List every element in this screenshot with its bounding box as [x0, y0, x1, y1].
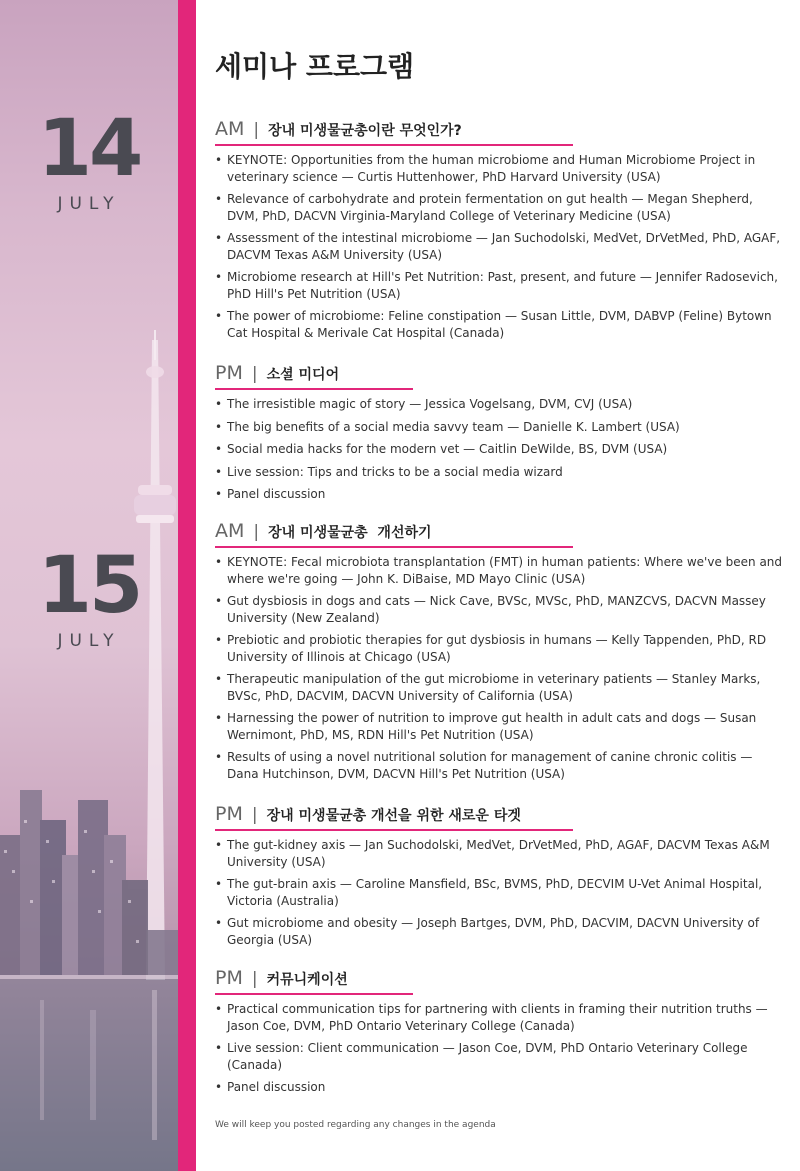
day-15-block: [0, 541, 178, 651]
day-month: JULY: [57, 194, 121, 214]
session-underline: [215, 993, 413, 995]
session-header: [215, 803, 785, 825]
session-title: 소셜 미디어: [266, 367, 340, 383]
list-item: • The power of microbiome: Feline constipation — Susan Little, DVM, DABVP (Feline) Bytown Cat Hospital & Merivale Cat Hospital (Canada): [215, 308, 785, 341]
list-item: • The gut-kidney axis — Jan Suchodolski, MedVet, DrVetMed, PhD, AGAF, DACVM Texas A&M University (USA): [215, 837, 785, 870]
day-number: 15: [37, 541, 141, 631]
session-title: 장내 미생물균총 개선하기: [268, 525, 432, 541]
list-item: • KEYNOTE: Opportunities from the human microbiome and Human Microbiome Project in veterinary science — Curtis Huttenhower, PhD Harvard University (USA): [215, 152, 785, 185]
session-underline: [215, 144, 573, 146]
list-item: • Panel discussion: [215, 486, 785, 503]
list-item: • Microbiome research at Hill's Pet Nutrition: Past, present, and future — Jennifer Radosevich, PhD Hill's Pet Nutrition (USA): [215, 269, 785, 302]
agenda-footnote: We will keep you posted regarding any changes in the agenda: [215, 1120, 496, 1130]
session-time: PM: [215, 362, 243, 384]
list-item: • Practical communication tips for partnering with clients in framing their nutrition truths — Jason Coe, DVM, PhD Ontario Veterinary College (Canada): [215, 1001, 785, 1034]
list-item: • The irresistible magic of story — Jessica Vogelsang, DVM, CVJ (USA): [215, 396, 785, 413]
list-item: • Therapeutic manipulation of the gut microbiome in veterinary patients — Stanley Marks, BVSc, PhD, DACVIM, DACVN University of California (USA): [215, 671, 785, 704]
list-item: • Social media hacks for the modern vet — Caitlin DeWilde, BS, DVM (USA): [215, 441, 785, 458]
session-header: [215, 520, 785, 542]
list-item: • Live session: Client communication — Jason Coe, DVM, PhD Ontario Veterinary College (Canada): [215, 1040, 785, 1073]
session-header: [215, 118, 785, 140]
session-title: 장내 미생물균총 개선을 위한 새로운 타겟: [266, 808, 521, 824]
session-separator: |: [251, 805, 258, 825]
page-title: 세미나 프로그램: [215, 50, 415, 83]
list-item: • Relevance of carbohydrate and protein fermentation on gut health — Megan Shepherd, DVM, PhD, DACVN Virginia-Maryland College of Veterinary Medicine (USA): [215, 191, 785, 224]
session-time: PM: [215, 967, 243, 989]
session-separator: |: [251, 364, 258, 384]
session-header: [215, 362, 785, 384]
day-14-block: [0, 104, 178, 214]
list-item: • Assessment of the intestinal microbiome — Jan Suchodolski, MedVet, DrVetMed, PhD, AGAF, DACVM Texas A&M University (USA): [215, 230, 785, 263]
list-item: • Results of using a novel nutritional solution for management of canine chronic colitis — Dana Hutchinson, DVM, DACVN Hill's Pet Nutrition (USA): [215, 749, 785, 782]
session-am-1: [215, 118, 785, 347]
session-underline: [215, 388, 413, 390]
session-pm-2: [215, 803, 785, 954]
accent-bar: [178, 0, 196, 1171]
session-title: 장내 미생물균총이란 무엇인가?: [268, 123, 462, 139]
session-time: AM: [215, 520, 245, 542]
list-item: • The gut-brain axis — Caroline Mansfield, BSc, BVMS, PhD, DECVIM U-Vet Animal Hospital, Victoria (Australia): [215, 876, 785, 909]
session-am-2: [215, 520, 785, 788]
list-item: • Gut microbiome and obesity — Joseph Bartges, DVM, PhD, DACVIM, DACVN University of Georgia (USA): [215, 915, 785, 948]
list-item: • Gut dysbiosis in dogs and cats — Nick Cave, BVSc, MVSc, PhD, MANZCVS, DACVN Massey University (New Zealand): [215, 593, 785, 626]
list-item: • KEYNOTE: Fecal microbiota transplantation (FMT) in human patients: Where we've been and where we're going — John K. DiBaise, MD Mayo Clinic (USA): [215, 554, 785, 587]
list-item: • Harnessing the power of nutrition to improve gut health in adult cats and dogs — Susan Wernimont, PhD, MS, RDN Hill's Pet Nutrition (USA): [215, 710, 785, 743]
session-time: AM: [215, 118, 245, 140]
session-header: [215, 967, 785, 989]
list-item: • Live session: Tips and tricks to be a social media wizard: [215, 464, 785, 481]
day-month: JULY: [57, 631, 121, 651]
day-number: 14: [37, 104, 141, 194]
cityscape-background: [0, 0, 178, 1171]
list-item: • Panel discussion: [215, 1079, 785, 1096]
session-separator: |: [253, 120, 260, 140]
session-pm-1: [215, 362, 785, 509]
list-item: • Prebiotic and probiotic therapies for gut dysbiosis in humans — Kelly Tappenden, PhD, RD University of Illinois at Chicago (USA): [215, 632, 785, 665]
session-separator: |: [253, 522, 260, 542]
session-underline: [215, 546, 573, 548]
session-separator: |: [251, 969, 258, 989]
session-time: PM: [215, 803, 243, 825]
session-underline: [215, 829, 573, 831]
session-title: 커뮤니케이션: [266, 972, 348, 988]
session-pm-3: [215, 967, 785, 1102]
list-item: • The big benefits of a social media savvy team — Danielle K. Lambert (USA): [215, 419, 785, 436]
